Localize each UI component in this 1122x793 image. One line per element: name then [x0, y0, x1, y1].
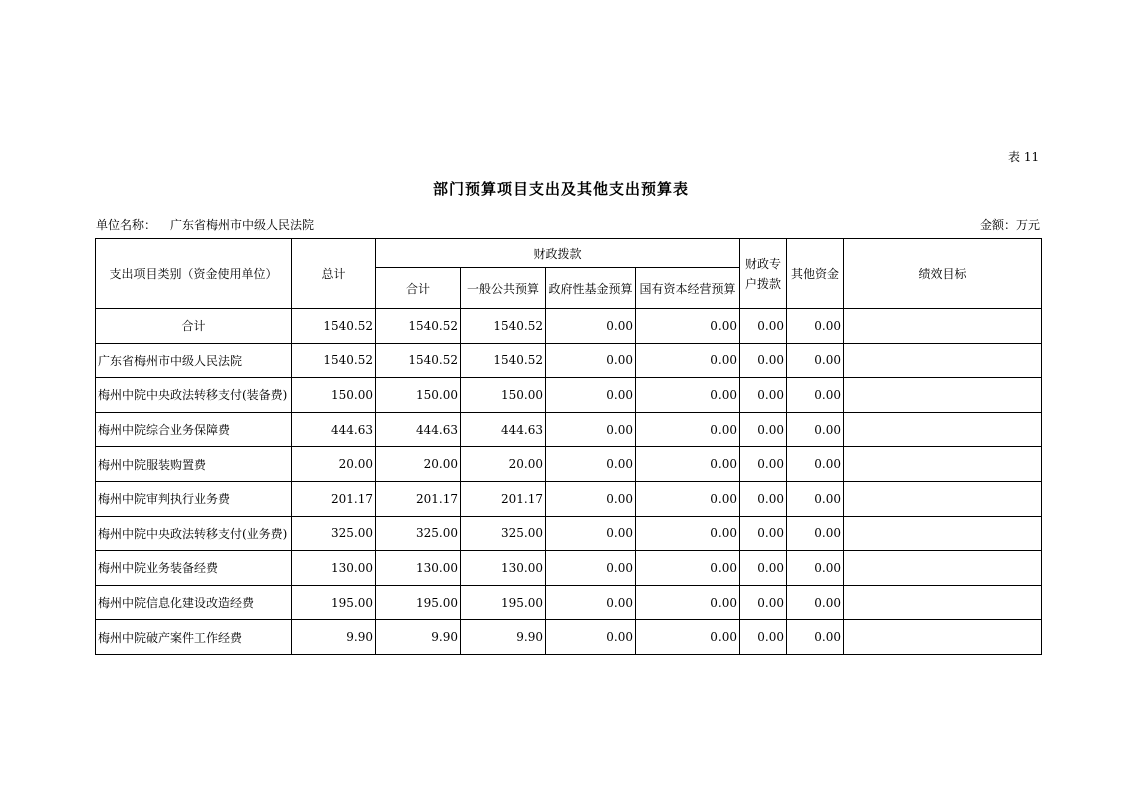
- cell-general: 150.00: [461, 378, 546, 413]
- unit-line: [96, 216, 314, 233]
- header-general-public: 一般公共预算: [461, 268, 546, 309]
- cell-name: 梅州中院服装购置费: [96, 447, 292, 482]
- header-total: 总计: [292, 239, 376, 309]
- table-row: [96, 378, 1042, 413]
- table-row: [96, 551, 1042, 586]
- cell-special: 0.00: [740, 412, 787, 447]
- cell-gov-fund: 0.00: [546, 309, 636, 344]
- cell-other: 0.00: [787, 585, 844, 620]
- cell-goal: [844, 447, 1042, 482]
- table-row: [96, 343, 1042, 378]
- cell-gov-fund: 0.00: [546, 481, 636, 516]
- cell-gov-fund: 0.00: [546, 447, 636, 482]
- cell-total: 1540.52: [292, 343, 376, 378]
- cell-general: 9.90: [461, 620, 546, 655]
- header-fiscal-group: 财政拨款: [376, 239, 740, 268]
- cell-name: 梅州中院中央政法转移支付(装备费): [96, 378, 292, 413]
- cell-gov-fund: 0.00: [546, 343, 636, 378]
- cell-state-capital: 0.00: [636, 585, 740, 620]
- cell-state-capital: 0.00: [636, 343, 740, 378]
- cell-gov-fund: 0.00: [546, 412, 636, 447]
- cell-goal: [844, 343, 1042, 378]
- cell-other: 0.00: [787, 447, 844, 482]
- cell-general: 130.00: [461, 551, 546, 586]
- cell-general: 325.00: [461, 516, 546, 551]
- cell-goal: [844, 481, 1042, 516]
- cell-total: 201.17: [292, 481, 376, 516]
- cell-goal: [844, 378, 1042, 413]
- cell-subtotal: 444.63: [376, 412, 461, 447]
- table-row: [96, 309, 1042, 344]
- cell-total: 1540.52: [292, 309, 376, 344]
- cell-subtotal: 9.90: [376, 620, 461, 655]
- header-fiscal-subtotal: 合计: [376, 268, 461, 309]
- cell-state-capital: 0.00: [636, 412, 740, 447]
- cell-goal: [844, 516, 1042, 551]
- cell-subtotal: 150.00: [376, 378, 461, 413]
- cell-general: 201.17: [461, 481, 546, 516]
- cell-other: 0.00: [787, 516, 844, 551]
- cell-state-capital: 0.00: [636, 620, 740, 655]
- cell-name: 梅州中院业务装备经费: [96, 551, 292, 586]
- amount-unit: 金额：万元: [980, 218, 1041, 232]
- table-row: [96, 412, 1042, 447]
- cell-gov-fund: 0.00: [546, 516, 636, 551]
- cell-general: 1540.52: [461, 309, 546, 344]
- header-performance: 绩效目标: [844, 239, 1042, 309]
- cell-special: 0.00: [740, 585, 787, 620]
- cell-other: 0.00: [787, 378, 844, 413]
- cell-total: 130.00: [292, 551, 376, 586]
- header-category: 支出项目类别（资金使用单位）: [96, 239, 292, 309]
- table-row: [96, 585, 1042, 620]
- table-row: [96, 516, 1042, 551]
- cell-total: 325.00: [292, 516, 376, 551]
- cell-total: 20.00: [292, 447, 376, 482]
- cell-state-capital: 0.00: [636, 516, 740, 551]
- unit-label: 单位名称：: [96, 218, 157, 232]
- table-number: 表 11: [1008, 150, 1040, 164]
- header-special-account-line1: 财政专: [745, 256, 782, 271]
- cell-state-capital: 0.00: [636, 378, 740, 413]
- cell-general: 20.00: [461, 447, 546, 482]
- cell-other: 0.00: [787, 309, 844, 344]
- cell-special: 0.00: [740, 551, 787, 586]
- cell-gov-fund: 0.00: [546, 378, 636, 413]
- header-gov-fund: 政府性基金预算: [546, 268, 636, 309]
- cell-special: 0.00: [740, 620, 787, 655]
- cell-state-capital: 0.00: [636, 447, 740, 482]
- cell-subtotal: 1540.52: [376, 309, 461, 344]
- cell-subtotal: 195.00: [376, 585, 461, 620]
- table-row: [96, 481, 1042, 516]
- cell-total: 444.63: [292, 412, 376, 447]
- unit-value: 广东省梅州市中级人民法院: [170, 218, 315, 232]
- cell-goal: [844, 412, 1042, 447]
- cell-special: 0.00: [740, 481, 787, 516]
- cell-name: 梅州中院综合业务保障费: [96, 412, 292, 447]
- header-row-1: [96, 239, 1042, 268]
- cell-goal: [844, 551, 1042, 586]
- cell-special: 0.00: [740, 309, 787, 344]
- cell-goal: [844, 585, 1042, 620]
- cell-goal: [844, 309, 1042, 344]
- cell-general: 195.00: [461, 585, 546, 620]
- cell-gov-fund: 0.00: [546, 585, 636, 620]
- cell-state-capital: 0.00: [636, 551, 740, 586]
- cell-name: 广东省梅州市中级人民法院: [96, 343, 292, 378]
- cell-name: 合计: [96, 309, 292, 344]
- cell-total: 195.00: [292, 585, 376, 620]
- header-state-capital: 国有资本经营预算: [636, 268, 740, 309]
- cell-subtotal: 1540.52: [376, 343, 461, 378]
- cell-total: 150.00: [292, 378, 376, 413]
- cell-name: 梅州中院中央政法转移支付(业务费): [96, 516, 292, 551]
- header-special-account: [740, 239, 787, 309]
- cell-other: 0.00: [787, 412, 844, 447]
- cell-subtotal: 201.17: [376, 481, 461, 516]
- table-row: [96, 447, 1042, 482]
- table-row: [96, 620, 1042, 655]
- cell-name: 梅州中院信息化建设改造经费: [96, 585, 292, 620]
- cell-special: 0.00: [740, 516, 787, 551]
- cell-subtotal: 20.00: [376, 447, 461, 482]
- cell-gov-fund: 0.00: [546, 620, 636, 655]
- cell-name: 梅州中院审判执行业务费: [96, 481, 292, 516]
- cell-state-capital: 0.00: [636, 309, 740, 344]
- cell-general: 444.63: [461, 412, 546, 447]
- document-title: 部门预算项目支出及其他支出预算表: [432, 180, 689, 198]
- cell-other: 0.00: [787, 343, 844, 378]
- cell-general: 1540.52: [461, 343, 546, 378]
- cell-name: 梅州中院破产案件工作经费: [96, 620, 292, 655]
- cell-other: 0.00: [787, 620, 844, 655]
- cell-total: 9.90: [292, 620, 376, 655]
- cell-other: 0.00: [787, 551, 844, 586]
- cell-special: 0.00: [740, 447, 787, 482]
- budget-table: [95, 238, 1042, 655]
- cell-special: 0.00: [740, 378, 787, 413]
- cell-subtotal: 325.00: [376, 516, 461, 551]
- cell-goal: [844, 620, 1042, 655]
- cell-other: 0.00: [787, 481, 844, 516]
- cell-state-capital: 0.00: [636, 481, 740, 516]
- cell-gov-fund: 0.00: [546, 551, 636, 586]
- cell-subtotal: 130.00: [376, 551, 461, 586]
- header-special-account-line2: 户拨款: [745, 276, 782, 291]
- header-other-funds: 其他资金: [787, 239, 844, 309]
- cell-special: 0.00: [740, 343, 787, 378]
